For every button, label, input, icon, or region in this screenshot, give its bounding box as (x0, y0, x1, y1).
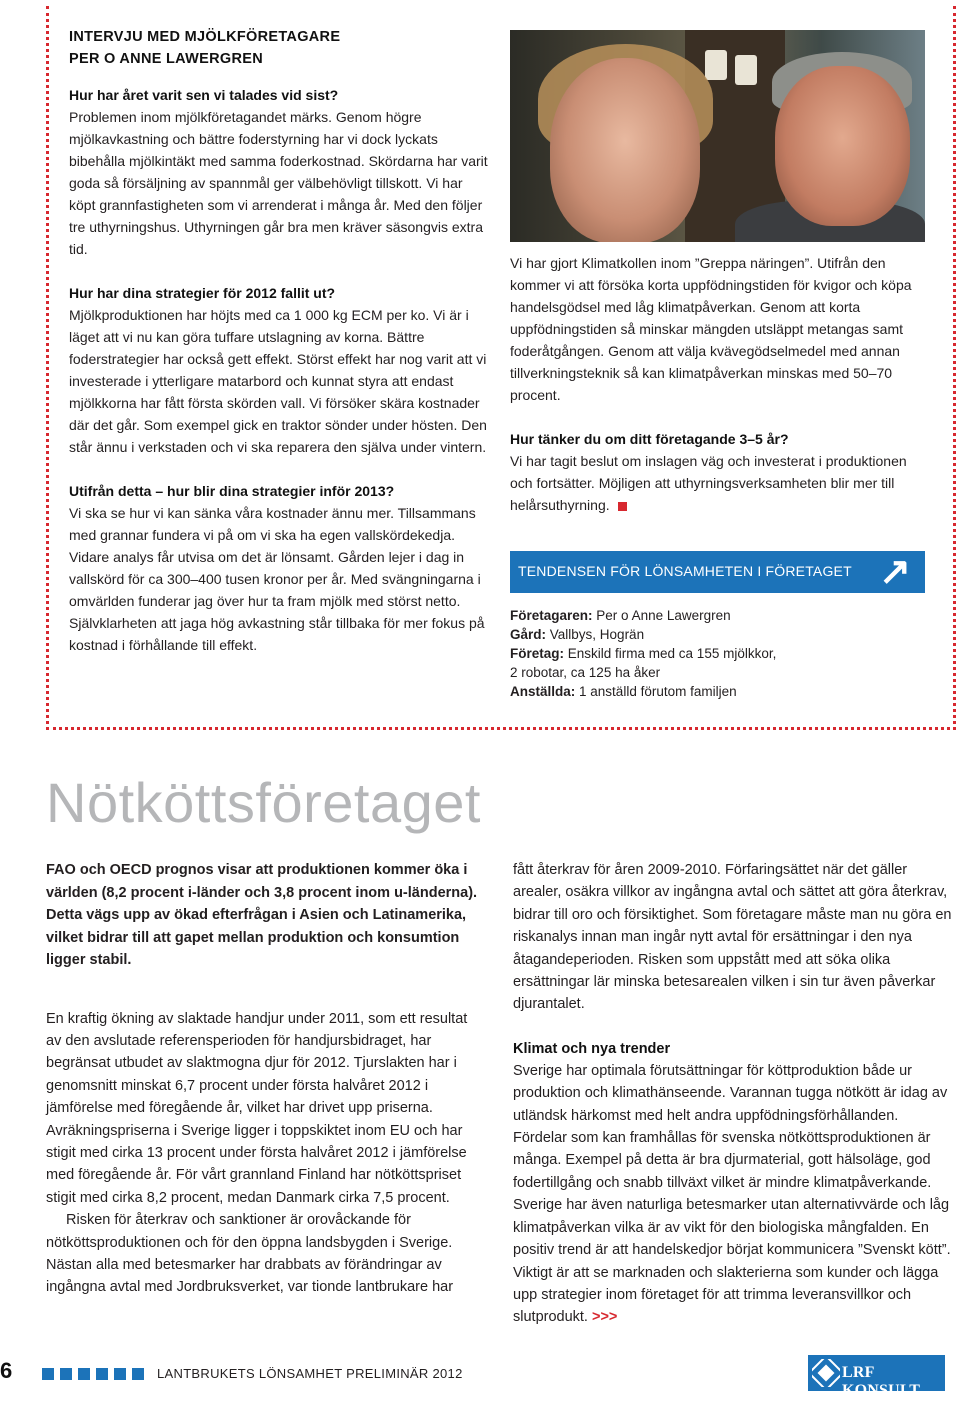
face-shape (775, 66, 910, 226)
fact-farmer-label: Företagaren: (510, 608, 593, 623)
footer-square-icon (60, 1368, 72, 1380)
fact-staff (510, 682, 925, 701)
answer-3: Vi ska se hur vi kan sänka våra kostnader ännu mer. Tillsammans med grannar fundera vi på om vi ska ha egen vallskördekedja. Vidare analys får utvisa om det är lönsamt. Gården lejer i dag in vallskörd för ca 300–400 tusen kronor per år. Med svängningarna i omvärlden funderar jag över hur ta fram mjölk med störst netto. Självklarheten att jaga hög avkastning står tillbaka för mer fokus på kostnad i förhållande till effekt. (69, 505, 485, 653)
trend-title: TENDENSEN FÖR LÖNSAMHETEN I FÖRETAGET (518, 563, 852, 579)
interview-kicker: INTERVJU MED MJÖLKFÖRETAGARE (69, 29, 341, 45)
footer-square-icon (42, 1368, 54, 1380)
answer-2: Mjölkproduktionen har höjts med ca 1 000 kg ECM per ko. Vi är i läget att vi nu kan göra tuffare utslagning av korna. Bättre foderstrategier har också gett effekt. Störst effekt har nog varit att vi investerade i ytterligare matarbord och kunnat styra att endast mjölkkorna har fått första skörden vall. Vi försöker skära kostnader där det går. Som exempel gick en traktor sönder under hösten. Den står ännu i verkstaden och vi ska reparera den själva under vintern. (69, 307, 487, 455)
trend-arrow-icon: ↗ (879, 551, 911, 593)
fact-farmer (510, 606, 925, 625)
footer-square-icon (132, 1368, 144, 1380)
article-paragraph-1: En kraftig ökning av slaktade handjur under 2011, som ett resultat av den avslutade referensperioden för handjursbidraget, har begränsat utbudet av slaktmogna djur för 2012. Tjurslakten har i genomsnitt minskat 6,7 procent under första halvåret 2012 i jämförelse med föregående år, vilket har drivet upp priserna. Avräkningspriserna i Sverige ligger i toppskiktet inom EU och har stigit med cirka 13 procent under första halvåret 2012 i jämförelse med föregående år. För vårt grannland Finland har nötköttspriset stigit med cirka 8,2 procent, medan Danmark cirka 7,5 procent. (46, 1010, 468, 1206)
fact-company-value: Enskild firma med ca 155 mjölkkor, (567, 646, 777, 661)
fact-staff-label: Anställda: (510, 684, 576, 699)
footer-square-icon (78, 1368, 90, 1380)
photo-lawergren (510, 30, 925, 242)
fact-farm (510, 625, 925, 644)
trend-bar (510, 551, 925, 593)
fact-staff-value: 1 anställd förutom familjen (579, 684, 737, 699)
fact-farm-value: Vallbys, Hogrän (549, 627, 645, 642)
answer-4 (510, 450, 925, 516)
question-1: Hur har året varit sen vi talades vid sist? (69, 87, 339, 103)
lrf-konsult-logo (808, 1355, 945, 1399)
publication-name: LANTBRUKETS LÖNSAMHET PRELIMINÄR 2012 (157, 1366, 463, 1381)
fact-farmer-value: Per o Anne Lawergren (596, 608, 731, 623)
question-2: Hur har dina strategier för 2012 fallit ut? (69, 285, 336, 301)
fact-company (510, 644, 925, 663)
fact-company-label: Företag: (510, 646, 564, 661)
article-paragraph-3: fått återkrav för åren 2009-2010. Förfaringsättet när det gäller arealer, osäkra villkor av ingångna avtal och sättet att göra återkrav, bidrar till oro och försiktighet. Som företagare måste man nu göra en riskanalys innan man ingår nytt avtal för ersättningar i den nya åtagandeperioden. Risken som uppstått med att söka olika ersättningar lär minska betesarealen vilken i sin tur även påverkar djurantalet. (513, 862, 952, 1013)
footer-square-icon (96, 1368, 108, 1380)
article-paragraph-4 (513, 1060, 953, 1329)
article-left-column (46, 859, 486, 1299)
article-lead: FAO och OECD prognos visar att produktionen kommer öka i världen (8,2 procent i-länder och 3,8 procent inom u-länderna). Detta vägs upp av ökad efterfrågan i Asien och Latinamerika, vilket bidrar till att gapet mellan produktion och konsumtion ligger stabil. (46, 862, 478, 968)
end-mark-icon (618, 502, 627, 511)
fact-farm-label: Gård: (510, 627, 547, 642)
article-paragraph-4-text: Sverige har optimala förutsättningar för köttproduktion både ur produktion och klimathänseende. Varannan tugga nötkött är idag av utländsk härkomst med helt andra uppfödningsförhållanden. Fördelar som kan framhållas för svenska nötköttsproduktionen är många. Exempel på detta är bra djurmaterial, gott hälsoläge, god fodertillgång och snabb tillväxt vilket är mindre klimatpåverkande. Sverige har även naturliga betesmarker utan alternativvärde och låg klimatpåverkan vilka är av vikt för den biologiska mångfalden. En positiv trend är att handelskedjor börjat kommunicera ”Svenskt kött”. Viktigt är att se marknaden och slakterierna som kunder och lägga upp strategier inom företaget för att trimma leveransvillkor och slutprodukt. (513, 1062, 951, 1326)
answer-4-text: Vi har tagit beslut om inslagen väg och investerat i produktionen och fortsätter. Möjligen att uthyrningsverksamheten blir mer till helårsuthyrning. (510, 453, 907, 513)
facts-box (510, 606, 925, 701)
article-right-column (513, 859, 953, 1329)
logo-emblem-icon (812, 1359, 840, 1387)
article-subheading: Klimat och nya trender (513, 1040, 671, 1057)
article-title: Nötköttsföretaget (46, 771, 481, 834)
article-paragraph-2: Risken för återkrav och sanktioner är orovåckande för nötköttsproduktionen och för den öppna landsbygden i Sverige. Nästan alla med betesmarker har drabbats av förändringar av ingångna avtal med Jordbruksverket, var tionde lantbrukare har (46, 1212, 454, 1296)
interview-names: PER O ANNE LAWERGREN (69, 51, 263, 67)
interview-left-column (69, 26, 489, 656)
question-3: Utifrån detta – hur blir dina strategier inför 2013? (69, 483, 395, 499)
face-shape (550, 58, 700, 242)
cup-shape (735, 55, 757, 85)
continue-arrow-icon: >>> (592, 1309, 618, 1326)
logo-text: LRF KONSULT (842, 1364, 921, 1399)
fact-company-2: 2 robotar, ca 125 ha åker (510, 665, 661, 680)
page-number: 6 (0, 1358, 13, 1383)
answer-1: Problemen inom mjölkföretagandet märks. Genom högre mjölkavkastning och bättre foderstyrning har vi dock lyckats bibehålla mjölkintäkt med samma foderkostnad. Skördarna har varit goda så försäljning av spannmål ger välbehövligt tillskott. Vi har köpt grannfastigheten som vi arrenderat i många år. Med den följer tre uthyrningshus. Uthyrningen går bra men kräver säsongvis extra tid. (69, 109, 488, 257)
cup-shape (705, 50, 727, 80)
answer-3-continued: Vi har gjort Klimatkollen inom ”Greppa näringen”. Utifrån den kommer vi att försöka korta uppfödningstiden för kvigor och köpa handelsgödsel med låg klimatpåverkan. Genom att korta uppfödningstiden så minskar mängden utsläppt metangas samt foderåtgången. Genom att välja kvävegödselmedel med annan tillverkningsteknik så kan klimatpåverkan minskas med 50–70 procent. (510, 255, 912, 403)
footer-square-icon (114, 1368, 126, 1380)
question-4: Hur tänker du om ditt företagande 3–5 år? (510, 431, 789, 447)
interview-right-column (510, 252, 925, 516)
